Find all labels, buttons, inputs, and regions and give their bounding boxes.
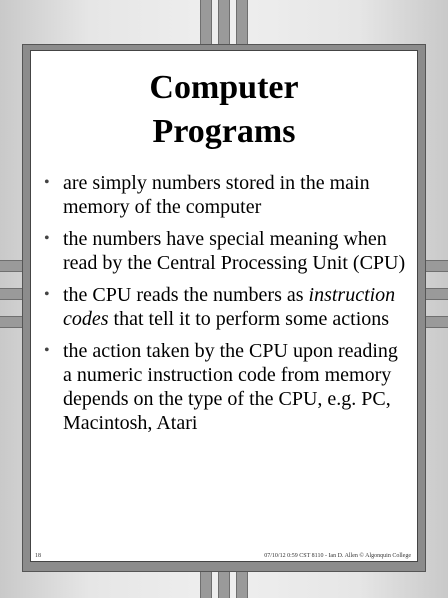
bullet-icon: •	[44, 286, 50, 303]
bullet-item	[43, 171, 409, 219]
decor-bar	[426, 316, 448, 328]
decor-bar	[218, 572, 230, 598]
bullet-text-post: that tell it to perform some actions	[108, 308, 390, 330]
decor-bar	[200, 572, 212, 598]
decor-bar	[426, 260, 448, 272]
title-line-1: Computer	[149, 69, 299, 106]
decor-bar	[200, 0, 212, 44]
right-decorative-bars	[426, 258, 448, 338]
left-decorative-bars	[0, 258, 22, 338]
decor-bar	[218, 0, 230, 44]
slide-number: 18	[35, 553, 41, 559]
decor-bar	[0, 288, 22, 300]
bullet-icon: •	[44, 174, 50, 191]
bullet-text-pre: the CPU reads the numbers as	[63, 284, 309, 306]
bullet-icon: •	[44, 342, 50, 359]
bullet-icon: •	[44, 230, 50, 247]
bullet-item	[43, 339, 409, 435]
top-decorative-bars	[198, 0, 250, 44]
bullet-list	[43, 171, 409, 435]
decor-bar	[236, 0, 248, 44]
title-line-2: Programs	[152, 113, 296, 150]
decor-bar	[0, 260, 22, 272]
slide-footer: 07/10/12 0:59 CST 8110 - Ian D. Allen © Algonquin College	[264, 553, 411, 559]
decor-bar	[0, 316, 22, 328]
slide	[30, 50, 418, 562]
bottom-decorative-bars	[198, 572, 250, 598]
bullet-text: the numbers have special meaning when read by the Central Processing Unit (CPU)	[63, 228, 406, 274]
bullet-text-emphasis: instruction codes	[63, 284, 396, 330]
decor-bar	[236, 572, 248, 598]
decor-bar	[426, 288, 448, 300]
bullet-item	[43, 227, 409, 275]
bullet-text: the action taken by the CPU upon reading a numeric instruction code from memory depends on the type of the CPU, e.g. PC, Macintosh, Atari	[63, 340, 398, 434]
bullet-text: are simply numbers stored in the main memory of the computer	[63, 172, 370, 218]
slide-title	[31, 66, 417, 154]
bullet-item	[43, 283, 409, 331]
